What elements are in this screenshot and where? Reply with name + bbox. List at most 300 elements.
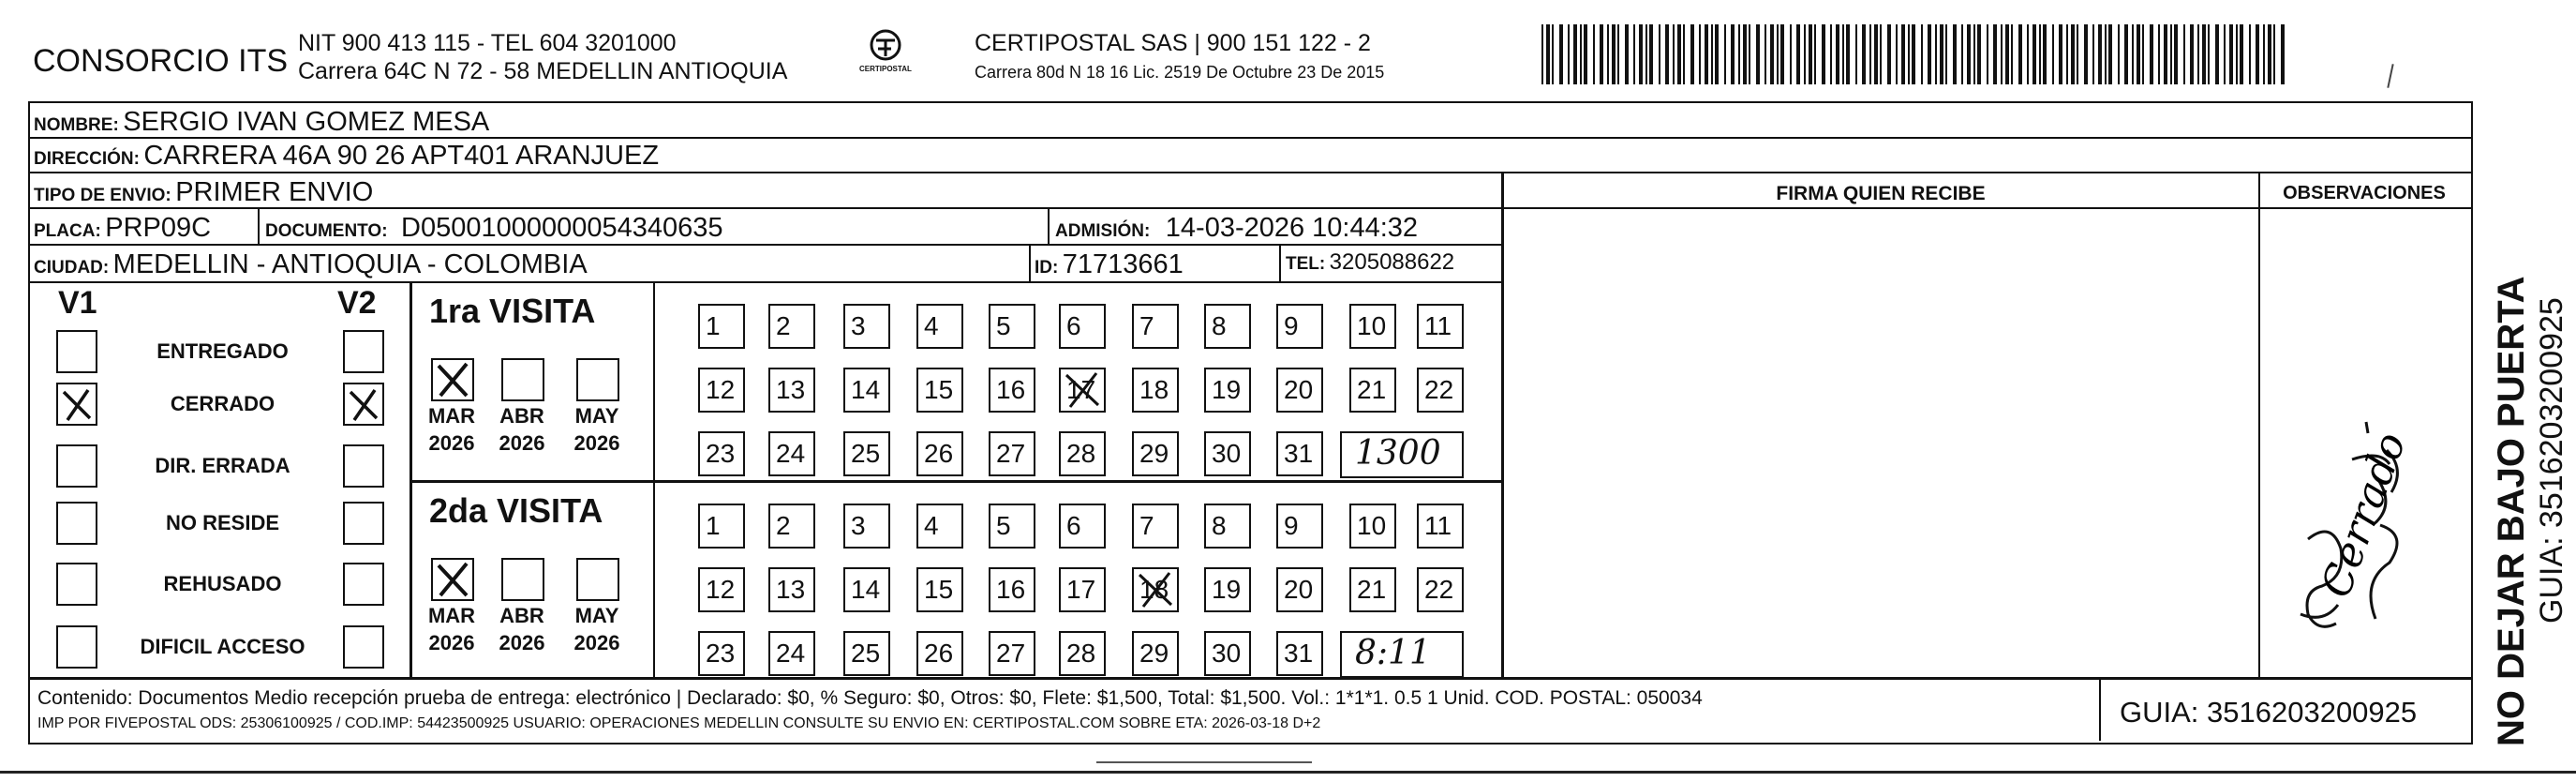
row-line (28, 137, 2472, 139)
day-box[interactable] (1276, 504, 1323, 549)
day-box[interactable] (698, 504, 745, 549)
barcode-bar (1659, 24, 1660, 84)
day-box[interactable] (1204, 504, 1251, 549)
footer-line (28, 677, 2472, 680)
check-mark-icon (345, 384, 382, 424)
ciudad-value: MEDELLIN - ANTIOQUIA - COLOMBIA (112, 249, 588, 279)
direccion-label: DIRECCIÓN: (34, 149, 140, 169)
barcode-bar (1977, 24, 1981, 84)
v1-checkbox[interactable] (56, 625, 97, 669)
barcode-bar (1673, 24, 1675, 84)
day-number: 22 (1424, 375, 1454, 404)
day-number: 5 (996, 511, 1011, 540)
day-number: 18 (1139, 575, 1169, 604)
documento-row (265, 215, 723, 242)
day-number: 4 (924, 311, 939, 340)
barcode-bar (1633, 24, 1635, 84)
documento-label: DOCUMENTO: (265, 221, 388, 241)
day-box[interactable] (1059, 504, 1106, 549)
certipostal-logo-icon (848, 26, 923, 83)
day-number: 31 (1284, 439, 1314, 468)
year-label: 2026 (573, 431, 620, 455)
day-number: 29 (1139, 639, 1169, 668)
barcode-bar (1756, 24, 1760, 84)
observaciones-heading: OBSERVACIONES (2283, 183, 2446, 203)
side-guia: GUIA: 3516203200925 (2534, 297, 2569, 624)
cut-line (0, 771, 2576, 774)
barcode-bar (1961, 24, 1963, 84)
day-box[interactable] (843, 567, 890, 612)
year-label: 2026 (573, 631, 620, 654)
day-number: 23 (706, 639, 736, 668)
barcode-bar (2224, 24, 2226, 84)
day-number: 20 (1284, 375, 1314, 404)
barcode-bar (1612, 24, 1616, 84)
observation-text: Cerrado (2312, 426, 2416, 604)
day-box[interactable] (1417, 504, 1464, 549)
col-line-admision (1048, 207, 1050, 245)
status-label: ENTREGADO (156, 339, 289, 363)
day-number: 24 (776, 439, 806, 468)
barcode-bar (1814, 24, 1816, 84)
barcode-bar (1568, 24, 1570, 84)
day-box[interactable] (768, 504, 815, 549)
day-box[interactable] (768, 567, 815, 612)
v1-checkbox[interactable] (56, 444, 97, 488)
visit-divider (409, 480, 1503, 483)
barcode-bar (2124, 24, 2128, 84)
barcode-bar (2027, 24, 2029, 84)
barcode-bar (1804, 24, 1806, 84)
v2-heading: V2 (337, 285, 377, 321)
day-box[interactable] (916, 368, 963, 413)
row-line (28, 281, 1503, 283)
barcode-bar (2240, 24, 2243, 84)
day-box[interactable] (1132, 631, 1179, 676)
check-mark-icon (433, 560, 472, 599)
barcode-bar (1973, 24, 1975, 84)
day-box[interactable] (1204, 567, 1251, 612)
barcode-bar (2215, 24, 2219, 84)
day-box[interactable] (1132, 504, 1179, 549)
day-number: 16 (996, 375, 1026, 404)
barcode-bar (2229, 24, 2233, 84)
tipo-value: PRIMER ENVIO (175, 177, 374, 207)
day-number: 2 (776, 311, 791, 340)
check-mark-icon (1134, 569, 1177, 610)
day-number: 12 (706, 375, 736, 404)
admision-value: 14-03-2026 10:44:32 (1165, 213, 1419, 243)
day-box[interactable] (1059, 431, 1106, 476)
barcode-bar (1677, 24, 1681, 84)
barcode-bar (1738, 24, 1740, 84)
month-label: MAY (574, 404, 619, 428)
tel-label: TEL: (1286, 254, 1326, 274)
barcode-bar (1912, 24, 1915, 84)
day-box[interactable] (698, 567, 745, 612)
day-box[interactable] (916, 504, 963, 549)
day-number: 1 (706, 511, 721, 540)
v2-checkbox[interactable] (343, 383, 384, 426)
barcode-bar (1967, 24, 1971, 84)
barcode-bar (1896, 24, 1898, 84)
day-number: 12 (706, 575, 736, 604)
barcode-bar (2268, 24, 2271, 84)
col-line-placa (258, 207, 260, 245)
barcode-bar (2164, 24, 2167, 84)
day-box[interactable] (843, 368, 890, 413)
barcode-bar (2108, 24, 2112, 84)
barcode-bar (1541, 24, 1543, 84)
barcode-bar (1940, 24, 1943, 84)
day-number: 13 (776, 575, 806, 604)
barcode-bar (1699, 24, 1701, 84)
day-box[interactable] (1276, 431, 1323, 476)
day-box[interactable] (1059, 368, 1106, 413)
v1-checkbox[interactable] (56, 330, 97, 373)
barcode-bar (2249, 24, 2251, 84)
v2-checkbox[interactable] (343, 330, 384, 373)
day-box[interactable] (1132, 431, 1179, 476)
barcode-bar (2158, 24, 2160, 84)
day-box[interactable] (1059, 304, 1106, 349)
v2-checkbox[interactable] (343, 625, 384, 669)
barcode-bar (1600, 24, 1603, 84)
month-checkbox[interactable] (576, 558, 619, 601)
barcode-bar (2281, 24, 2285, 84)
certipostal-address: Carrera 80d N 18 16 Lic. 2519 De Octubre 23 De 2015 (975, 63, 1385, 82)
month-checkbox[interactable] (576, 358, 619, 401)
barcode-bar (1862, 24, 1866, 84)
v2-checkbox[interactable] (343, 502, 384, 545)
barcode-bar (1846, 24, 1850, 84)
day-box[interactable] (768, 304, 815, 349)
day-number: 26 (924, 639, 954, 668)
col-line-tel (1279, 244, 1281, 281)
barcode-bar (1953, 24, 1957, 84)
day-box[interactable] (1276, 304, 1323, 349)
barcode-bar (1724, 24, 1726, 84)
month-checkbox[interactable] (431, 358, 474, 401)
barcode-bar (1617, 24, 1619, 84)
day-box[interactable] (989, 431, 1035, 476)
barcode-bar (2273, 24, 2275, 84)
day-number: 4 (924, 511, 939, 540)
day-box[interactable] (843, 431, 890, 476)
barcode-bar (2018, 24, 2022, 84)
day-number: 6 (1066, 511, 1081, 540)
day-number: 20 (1284, 575, 1314, 604)
day-box[interactable] (698, 431, 745, 476)
day-number: 18 (1139, 375, 1169, 404)
placa-label: PLACA: (34, 221, 101, 241)
month-label: ABR (499, 604, 544, 627)
day-box[interactable] (989, 504, 1035, 549)
nombre-label: NOMBRE: (34, 115, 119, 135)
barcode-bar (2077, 24, 2078, 84)
placa-row (34, 215, 211, 242)
day-number: 31 (1284, 639, 1314, 668)
tel-value: 3205088622 (1329, 249, 1455, 275)
day-number: 17 (1066, 575, 1096, 604)
day-box[interactable] (989, 567, 1035, 612)
barcode-bar (2011, 24, 2013, 84)
row-line (28, 207, 1503, 209)
col-line-obs (2258, 172, 2260, 678)
day-number: 15 (924, 375, 954, 404)
barcode-bar (2059, 24, 2062, 84)
barcode-bar (2202, 24, 2206, 84)
day-number: 1 (706, 311, 721, 340)
day-number: 10 (1357, 311, 1387, 340)
day-number: 19 (1212, 375, 1242, 404)
day-box[interactable] (916, 431, 963, 476)
company-nit: NIT 900 413 115 - TEL 604 3201000 (298, 30, 677, 56)
month-label: MAY (574, 604, 619, 627)
barcode-bar (1546, 24, 1550, 84)
status-label: DIFICIL ACCESO (140, 635, 305, 658)
day-number: 28 (1066, 439, 1096, 468)
barcode-bar (2190, 24, 2194, 84)
barcode-bar (2263, 24, 2265, 84)
barcode-bar (2256, 24, 2259, 84)
barcode-bar (1928, 24, 1931, 84)
pen-stroke (2387, 64, 2393, 88)
barcode-bar (1780, 24, 1784, 84)
barcode-bar (2092, 24, 2094, 84)
day-box[interactable] (989, 368, 1035, 413)
month-label: ABR (499, 404, 544, 428)
day-number: 27 (996, 639, 1026, 668)
tipo-row (34, 179, 373, 206)
barcode-bar (1901, 24, 1905, 84)
day-number: 16 (996, 575, 1026, 604)
v2-checkbox[interactable] (343, 444, 384, 488)
day-number: 17 (1066, 375, 1096, 404)
col-line-days (653, 281, 655, 677)
documento-value: D05001000000054340635 (401, 213, 723, 243)
day-box[interactable] (916, 631, 963, 676)
barcode-bar (1836, 24, 1839, 84)
company-name: CONSORCIO ITS (33, 43, 289, 79)
day-box[interactable] (843, 304, 890, 349)
barcode-bar (2132, 24, 2134, 84)
barcode-bar (1573, 24, 1577, 84)
barcode-bar (1830, 24, 1832, 84)
check-mark-icon (1061, 369, 1104, 411)
barcode-bar (2197, 24, 2199, 84)
barcode-bar (2098, 24, 2102, 84)
ciudad-label: CIUDAD: (34, 258, 110, 278)
row-line (1503, 207, 2472, 209)
admision-row (1055, 215, 1418, 242)
barcode-bar (2033, 24, 2036, 84)
v2-checkbox[interactable] (343, 563, 384, 606)
barcode-bar (1887, 24, 1891, 84)
day-box[interactable] (768, 431, 815, 476)
day-number: 27 (996, 439, 1026, 468)
barcode-bar (1749, 24, 1750, 84)
day-number: 11 (1424, 511, 1452, 540)
no-dejar-warning: NO DEJAR BAJO PUERTA (2491, 276, 2532, 746)
day-box[interactable] (843, 631, 890, 676)
day-box[interactable] (1417, 368, 1464, 413)
footer-content-line: Contenido: Documentos Medio recepción prueba de entrega: electrónico | Declarado: $0, % Seguro: $0, Otros: $0, Flete: $1,500, Total: $1,500. Vol.: 1*1*1. 0.5 1 Unid. COD. POSTAL: 050034 (37, 687, 1703, 709)
day-number: 15 (924, 575, 954, 604)
barcode-bar (2183, 24, 2185, 84)
day-box[interactable] (989, 631, 1035, 676)
day-box[interactable] (1349, 504, 1396, 549)
barcode-bar (2005, 24, 2009, 84)
day-box[interactable] (1276, 368, 1323, 413)
barcode-bar (1690, 24, 1694, 84)
barcode-bar (1559, 24, 1563, 84)
v1-checkbox[interactable] (56, 383, 97, 426)
barcode-bar (2105, 24, 2107, 84)
certipostal-logo (848, 26, 923, 83)
day-number: 25 (851, 639, 881, 668)
v1-checkbox[interactable] (56, 502, 97, 545)
day-box[interactable] (768, 631, 815, 676)
day-box[interactable] (1059, 631, 1106, 676)
day-number: 14 (851, 375, 881, 404)
day-box[interactable] (1132, 567, 1179, 612)
day-box[interactable] (1417, 567, 1464, 612)
time-box[interactable] (1340, 631, 1464, 678)
month-checkbox[interactable] (501, 558, 544, 601)
day-number: 29 (1139, 439, 1169, 468)
barcode-bar (2208, 24, 2210, 84)
placa-value: PRP09C (105, 213, 212, 243)
barcode-bar (1639, 24, 1643, 84)
day-box[interactable] (1349, 567, 1396, 612)
day-box[interactable] (1059, 567, 1106, 612)
barcode-bar (2236, 24, 2238, 84)
day-number: 13 (776, 375, 806, 404)
visit-title: 2da VISITA (429, 491, 603, 530)
col-line-guia (2099, 677, 2101, 741)
day-box[interactable] (1417, 304, 1464, 349)
day-box[interactable] (1349, 368, 1396, 413)
day-box[interactable] (1349, 304, 1396, 349)
day-number: 26 (924, 439, 954, 468)
day-box[interactable] (1204, 431, 1251, 476)
barcode-bar (1649, 24, 1653, 84)
day-box[interactable] (1204, 368, 1251, 413)
day-box[interactable] (1204, 304, 1251, 349)
day-number: 25 (851, 439, 881, 468)
day-number: 22 (1424, 575, 1454, 604)
barcode-bar (2001, 24, 2003, 84)
day-box[interactable] (1276, 567, 1323, 612)
day-number: 19 (1212, 575, 1242, 604)
day-box[interactable] (698, 631, 745, 676)
year-label: 2026 (499, 431, 545, 455)
barcode-bar (1945, 24, 1947, 84)
barcode-bar (2174, 24, 2178, 84)
id-row (1035, 251, 1184, 278)
barcode-bar (2142, 24, 2144, 84)
barcode-bar (1743, 24, 1747, 84)
barcode-bar (1584, 24, 1587, 84)
day-number: 8 (1212, 311, 1227, 340)
barcode-bar (1665, 24, 1669, 84)
day-number: 6 (1066, 311, 1081, 340)
day-number: 24 (776, 639, 806, 668)
day-box[interactable] (768, 368, 815, 413)
v1-checkbox[interactable] (56, 563, 97, 606)
check-mark-icon (58, 384, 96, 424)
barcode-bar (1796, 24, 1800, 84)
certipostal-info: CERTIPOSTAL SAS | 900 151 122 - 2 (975, 30, 1371, 56)
day-box[interactable] (916, 567, 963, 612)
visit-title: 1ra VISITA (429, 292, 596, 330)
day-box[interactable] (916, 304, 963, 349)
barcode-bar (2137, 24, 2140, 84)
year-label: 2026 (428, 431, 475, 455)
barcode-bar (1764, 24, 1766, 84)
day-box[interactable] (989, 304, 1035, 349)
barcode-bar (1908, 24, 1910, 84)
barcode-bar (1993, 24, 1997, 84)
barcode-bar (1580, 24, 1582, 84)
day-box[interactable] (698, 304, 745, 349)
day-number: 14 (851, 575, 881, 604)
time-box[interactable] (1340, 431, 1464, 478)
day-number: 5 (996, 311, 1011, 340)
nombre-value: SERGIO IVAN GOMEZ MESA (123, 107, 490, 137)
footer-imp-line: IMP POR FIVEPOSTAL ODS: 25306100925 / COD.IMP: 54423500925 USUARIO: OPERACIONES MEDELLIN CONSULTE SU ENVIO EN: CERTIPOSTAL.COM SOBRE ETA: 2026-03-18 D+2 (37, 715, 1321, 731)
barcode-bar (1731, 24, 1735, 84)
day-number: 28 (1066, 639, 1096, 668)
status-label: REHUSADO (163, 572, 282, 595)
day-number: 7 (1139, 311, 1154, 340)
day-box[interactable] (1132, 368, 1179, 413)
barcode-bar (1552, 24, 1554, 84)
barcode-bar (2071, 24, 2075, 84)
month-label: MAR (427, 404, 476, 428)
day-box[interactable] (1132, 304, 1179, 349)
footer-guia: GUIA: 3516203200925 (2120, 696, 2418, 729)
barcode-bar (1777, 24, 1779, 84)
col-line-id (1029, 244, 1031, 281)
month-checkbox[interactable] (431, 558, 474, 601)
year-label: 2026 (428, 631, 475, 654)
day-box[interactable] (1204, 631, 1251, 676)
day-box[interactable] (1276, 631, 1323, 676)
barcode-bar (1790, 24, 1792, 84)
day-number: 10 (1357, 511, 1387, 540)
month-checkbox[interactable] (501, 358, 544, 401)
barcode-bar (1715, 24, 1719, 84)
admision-label: ADMISIÓN: (1055, 221, 1151, 241)
day-number: 23 (706, 439, 736, 468)
v1-heading: V1 (58, 285, 97, 321)
direccion-row (34, 143, 659, 170)
barcode-bar (2043, 24, 2047, 84)
barcode-bar (1607, 24, 1609, 84)
tipo-label: TIPO DE ENVIO: (34, 186, 171, 205)
barcode-bar (1855, 24, 1857, 84)
barcode (1541, 24, 2291, 84)
barcode-bar (1809, 24, 1812, 84)
day-box[interactable] (843, 504, 890, 549)
day-number: 7 (1139, 511, 1154, 540)
id-label: ID: (1035, 258, 1059, 278)
day-box[interactable] (698, 368, 745, 413)
barcode-bar (1711, 24, 1713, 84)
nombre-row (34, 109, 489, 136)
